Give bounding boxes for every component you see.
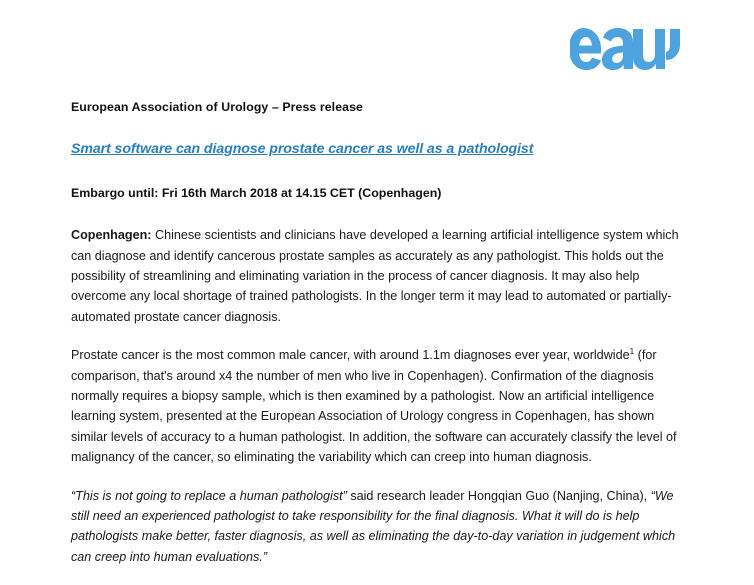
quote-part2: “We still need an experienced pathologist to take responsibility for the final diagnosis. What it will do is help pathologists make better, faster diagnosis, as well as eliminating the day-to-day variation in judgement which can creep into human evaluations.” bbox=[71, 488, 676, 564]
paragraph-2-text-part1: Prostate cancer is the most common male cancer, with around 1.1m diagnoses ever year, worldwide bbox=[71, 348, 630, 363]
paragraph-1-text: Chinese scientists and clinicians have developed a learning artificial intelligence system which can diagnose and identify cancerous prostate samples as accurately as any pathologist. This holds out the possibility of streamlining and eliminating variation in the process of cancer diagnosis. It may also help overcome any local shortage of trained pathologists. In the longer term it may lead to automated or partially-automated prostate cancer diagnosis. bbox=[71, 228, 679, 324]
quote-paragraph bbox=[71, 486, 681, 568]
embargo-line: Embargo until: Fri 16th March 2018 at 14.15 CET (Copenhagen) bbox=[71, 186, 442, 201]
paragraph-2-text-part2: (for comparison, that's around x4 the number of men who live in Copenhagen). Confirmation of the diagnosis normally requires a biopsy sample, which is then examined by a pathologist. Now an artificial intelligence learning system, presented at the European Association of Urology congress in Copenhagen, has shown similar levels of accuracy to a human pathologist. In addition, the software can accurately classify the level of malignancy of the cancer, so eliminating the variability which can creep into human diagnosis. bbox=[71, 348, 677, 465]
eau-logo bbox=[564, 18, 694, 80]
paragraph-2 bbox=[71, 345, 681, 467]
page-title[interactable]: Smart software can diagnose prostate cancer as well as a pathologist bbox=[71, 140, 534, 157]
footnote-marker: 1 bbox=[629, 347, 635, 357]
organisation-line: European Association of Urology – Press release bbox=[71, 100, 363, 114]
paragraph-1 bbox=[71, 225, 681, 327]
quote-attribution: said research leader Hongqian Guo (Nanjing, China), bbox=[346, 488, 651, 503]
quote-part1: “This is not going to replace a human pathologist” bbox=[71, 488, 347, 503]
paragraph-1-lead: Copenhagen: bbox=[71, 228, 152, 243]
document-body bbox=[71, 100, 681, 567]
